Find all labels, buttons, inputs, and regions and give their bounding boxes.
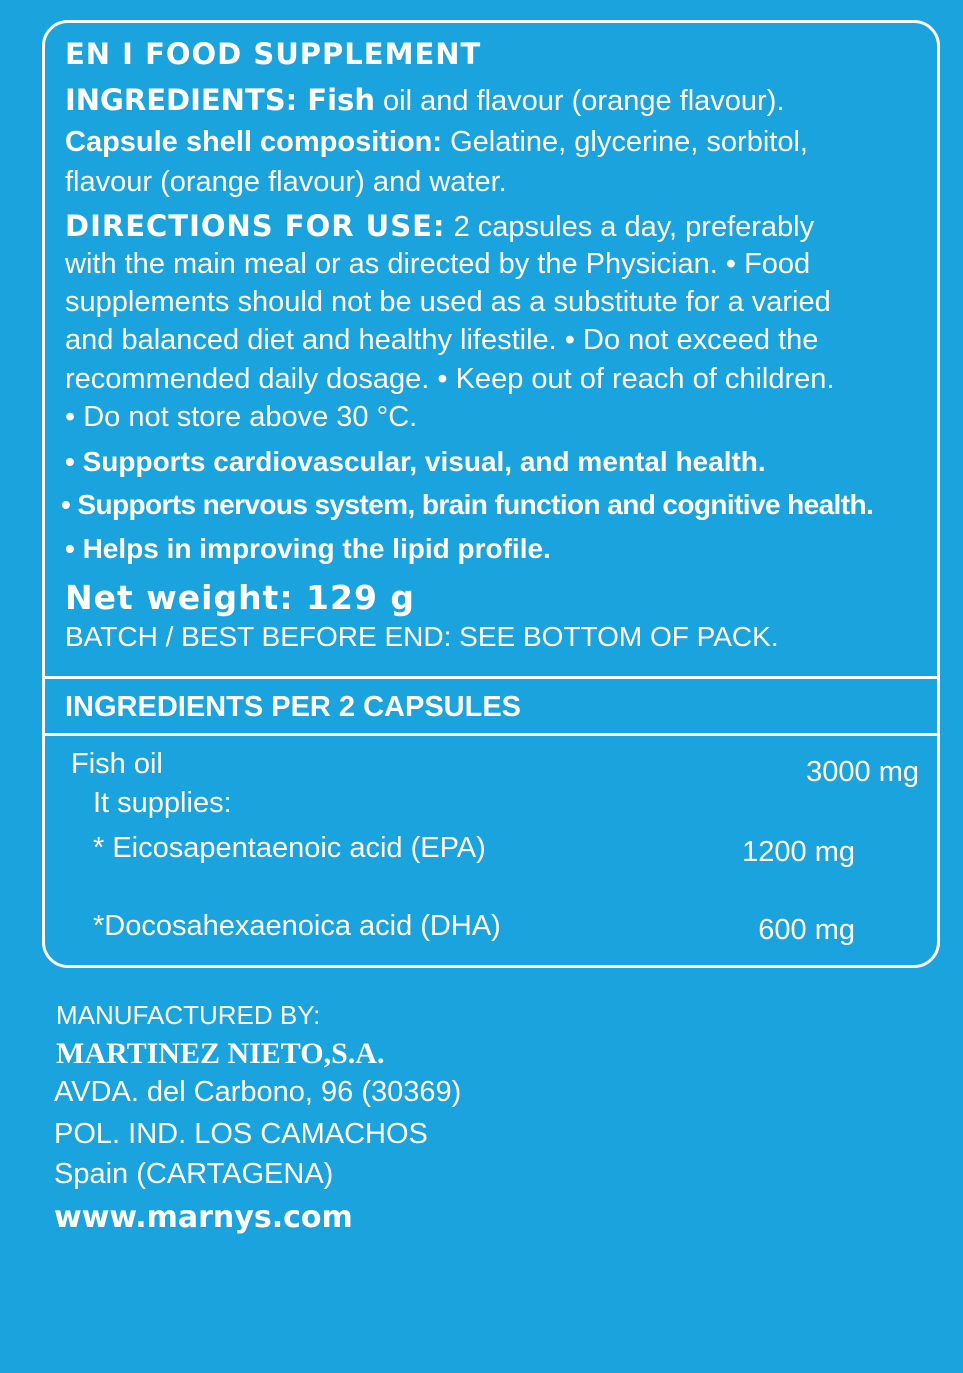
info-section	[45, 23, 937, 679]
directions-text-1: 2 capsules a day, preferably	[453, 211, 815, 243]
directions-text-6: • Do not store above 30 °C.	[65, 401, 418, 433]
directions-label: DIRECTIONS FOR USE:	[65, 209, 446, 243]
benefit-item: • Supports cardiovascular, visual, and mental health.	[65, 446, 766, 477]
ingredients-text: oil and flavour (orange flavour).	[383, 85, 785, 117]
table-row-value: 1200 mg	[742, 836, 855, 868]
manufacturer-address: POL. IND. LOS CAMACHOS	[54, 1118, 428, 1150]
table-row-value: 3000 mg	[806, 756, 919, 788]
directions-text-4: and balanced diet and healthy lifestile. • Do not exceed the	[65, 324, 819, 356]
ingredients-label: INGREDIENTS: Fish	[65, 83, 375, 117]
directions-line-1	[65, 209, 814, 244]
capsule-text-1: Gelatine, glycerine, sorbitol,	[450, 126, 808, 158]
table-row-name: Fish oil	[71, 748, 163, 780]
net-weight: Net weight: 129 g	[65, 578, 416, 617]
manufacturer-address: AVDA. del Carbono, 96 (30369)	[54, 1076, 462, 1108]
label-panel	[42, 20, 940, 968]
table-header: INGREDIENTS PER 2 CAPSULES	[65, 691, 522, 723]
directions-text-3: supplements should not be used as a substitute for a varied	[65, 286, 831, 318]
capsule-text-2: flavour (orange flavour) and water.	[65, 166, 507, 198]
benefit-item: • Helps in improving the lipid profile.	[65, 533, 551, 564]
batch-info: BATCH / BEST BEFORE END: SEE BOTTOM OF PACK.	[65, 621, 779, 652]
manufacturer-label: MANUFACTURED BY:	[56, 1000, 321, 1030]
table-header-section	[45, 679, 937, 736]
manufacturer-name: MARTINEZ NIETO,S.A.	[56, 1037, 385, 1070]
capsule-label: Capsule shell composition:	[65, 126, 443, 158]
table-row-name: It supplies:	[93, 787, 232, 819]
table-row-name: * Eicosapentaenoic acid (EPA)	[93, 832, 486, 864]
capsule-line	[65, 126, 808, 159]
website-link[interactable]: www.marnys.com	[54, 1200, 353, 1235]
benefit-item: • Supports nervous system, brain function and cognitive health.	[61, 489, 874, 520]
directions-text-5: recommended daily dosage. • Keep out of reach of children.	[65, 363, 835, 395]
ingredients-line	[65, 83, 784, 118]
directions-text-2: with the main meal or as directed by the Physician. • Food	[65, 248, 811, 280]
table-row-value: 600 mg	[758, 914, 855, 946]
label-title: EN I FOOD SUPPLEMENT	[65, 37, 482, 71]
table-row-name: *Docosahexaenoica acid (DHA)	[93, 910, 501, 942]
manufacturer-address: Spain (CARTAGENA)	[54, 1158, 334, 1190]
